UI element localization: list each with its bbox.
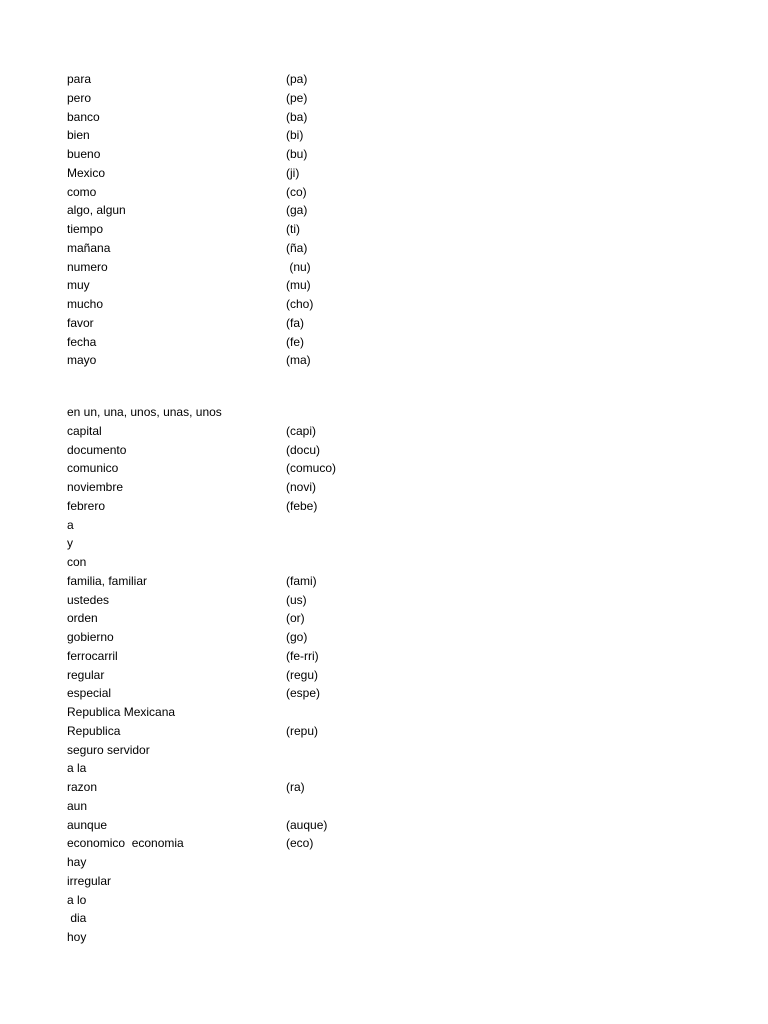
- abbreviation-text: (pe): [286, 90, 308, 105]
- list-item: [67, 126, 487, 145]
- word-text: bien: [67, 128, 90, 143]
- abbreviation-text: (go): [286, 630, 308, 644]
- abbreviation-text: (ti): [286, 222, 300, 236]
- list-item: [67, 295, 487, 314]
- word-text: febrero: [67, 498, 106, 513]
- word-text: a: [67, 517, 74, 532]
- abbreviation-text: (comuco): [286, 461, 337, 476]
- list-item: [67, 89, 487, 108]
- word-text: fecha: [67, 334, 97, 349]
- word-text: aunque: [67, 817, 108, 832]
- abbreviation-text: (fe): [286, 334, 304, 349]
- abbreviation-text: (ga): [286, 203, 308, 218]
- word-text: seguro servidor: [67, 742, 150, 757]
- abbreviation-text: (novi): [286, 480, 317, 494]
- word-text: especial: [67, 686, 112, 701]
- word-text: muy: [67, 278, 90, 293]
- abbreviation-text: (fa): [286, 315, 304, 330]
- abbreviation-text: (us): [286, 592, 307, 607]
- word-text: Republica: [67, 723, 121, 738]
- list-item: [67, 553, 487, 572]
- word-text: algo, algun: [67, 203, 126, 218]
- list-item: [67, 628, 487, 647]
- list-item: [67, 666, 487, 685]
- list-item: [67, 591, 487, 610]
- word-text: y: [67, 536, 73, 551]
- list-item: [67, 778, 487, 797]
- abbreviation-text: (capi): [286, 423, 317, 438]
- word-text: favor: [67, 315, 94, 330]
- list-item: [67, 403, 487, 422]
- list-item: [67, 314, 487, 333]
- word-text: ferrocarril: [67, 648, 118, 663]
- list-item: [67, 239, 487, 258]
- word-text: mucho: [67, 297, 104, 311]
- word-text: ustedes: [67, 592, 110, 607]
- word-text: a lo: [67, 892, 87, 907]
- list-item: [67, 647, 487, 666]
- word-text: numero: [67, 259, 108, 274]
- abbreviation-text: (nu): [286, 259, 311, 274]
- list-item: [67, 834, 487, 853]
- word-text: documento: [67, 442, 127, 457]
- list-item: [67, 164, 487, 183]
- list-item: [67, 703, 487, 722]
- list-item: [67, 145, 487, 164]
- list-item: [67, 333, 487, 352]
- word-text: en un, una, unos, unas, unos: [67, 405, 222, 419]
- list-item: [67, 441, 487, 460]
- abbreviation-text: (bu): [286, 147, 308, 161]
- list-item: [67, 684, 487, 703]
- list-item: [67, 220, 487, 239]
- abbreviation-text: (mu): [286, 278, 311, 293]
- list-item: [67, 351, 487, 370]
- word-text: para: [67, 72, 92, 86]
- abbreviation-text: (ña): [286, 240, 308, 255]
- word-text: noviembre: [67, 480, 124, 494]
- abbreviation-text: (cho): [286, 297, 314, 311]
- list-item: [67, 276, 487, 295]
- abbreviation-text: (fami): [286, 573, 317, 588]
- abbreviation-text: (ji): [286, 165, 300, 180]
- abbreviation-text: (regu): [286, 667, 319, 682]
- abbreviation-text: (eco): [286, 836, 314, 851]
- word-text: mañana: [67, 240, 111, 255]
- word-text: banco: [67, 109, 100, 124]
- list-item: [67, 609, 487, 628]
- word-text: capital: [67, 423, 102, 438]
- word-text: Mexico: [67, 165, 106, 180]
- abbreviation-text: (espe): [286, 686, 321, 701]
- list-item: [67, 422, 487, 441]
- word-text: hay: [67, 855, 87, 869]
- list-item: [67, 909, 487, 928]
- word-text: comunico: [67, 461, 119, 476]
- list-item: [67, 759, 487, 778]
- word-text: tiempo: [67, 222, 104, 236]
- word-list-section-2: [67, 403, 487, 947]
- word-text: economico economia: [67, 836, 184, 851]
- list-item: [67, 183, 487, 202]
- word-text: pero: [67, 90, 92, 105]
- abbreviation-text: (ra): [286, 780, 305, 794]
- abbreviation-text: (fe-rri): [286, 648, 319, 663]
- abbreviation-text: (co): [286, 184, 307, 199]
- list-item: [67, 797, 487, 816]
- abbreviation-text: (ba): [286, 109, 308, 124]
- word-text: razon: [67, 780, 98, 794]
- list-item: [67, 497, 487, 516]
- word-text: bueno: [67, 147, 101, 161]
- word-list-section-1: [67, 70, 487, 370]
- abbreviation-text: (bi): [286, 128, 304, 143]
- list-item: [67, 741, 487, 760]
- list-item: [67, 201, 487, 220]
- list-item: [67, 891, 487, 910]
- abbreviation-text: (pa): [286, 72, 308, 86]
- list-item: [67, 928, 487, 947]
- word-text: dia: [67, 911, 87, 926]
- word-text: mayo: [67, 353, 97, 368]
- list-item: [67, 572, 487, 591]
- list-item: [67, 258, 487, 277]
- word-text: a la: [67, 761, 87, 776]
- abbreviation-text: (febe): [286, 498, 318, 513]
- list-item: [67, 872, 487, 891]
- word-text: hoy: [67, 930, 87, 944]
- word-text: gobierno: [67, 630, 114, 644]
- list-item: [67, 853, 487, 872]
- list-item: [67, 70, 487, 89]
- list-item: [67, 516, 487, 535]
- list-item: [67, 816, 487, 835]
- list-item: [67, 534, 487, 553]
- word-text: irregular: [67, 873, 112, 888]
- abbreviation-text: (repu): [286, 723, 319, 738]
- list-item: [67, 722, 487, 741]
- word-text: como: [67, 184, 97, 199]
- abbreviation-text: (ma): [286, 353, 311, 368]
- list-item: [67, 459, 487, 478]
- word-text: orden: [67, 611, 98, 626]
- abbreviation-text: (auque): [286, 817, 328, 832]
- word-text: familia, familiar: [67, 573, 148, 588]
- abbreviation-text: (docu): [286, 442, 321, 457]
- word-text: regular: [67, 667, 105, 682]
- list-item: [67, 108, 487, 127]
- word-text: con: [67, 555, 87, 569]
- list-item: [67, 478, 487, 497]
- abbreviation-text: (or): [286, 611, 305, 626]
- word-text: Republica Mexicana: [67, 705, 176, 719]
- word-text: aun: [67, 798, 88, 813]
